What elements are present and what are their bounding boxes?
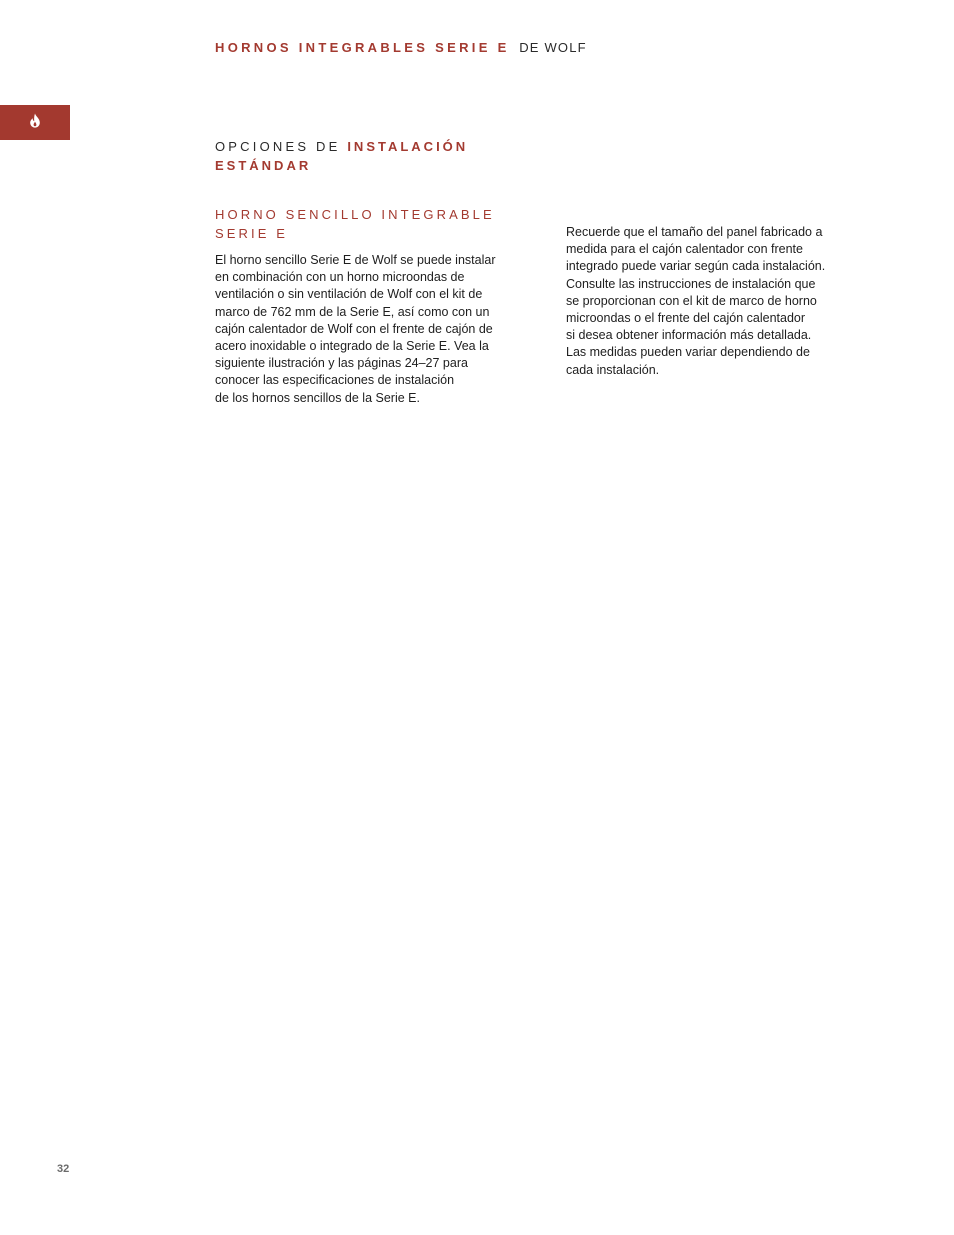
page-number: 32 bbox=[57, 1163, 70, 1175]
left-paragraph: El horno sencillo Serie E de Wolf se puede instalar en combinación con un horno microondas de ventilación o sin ventilación de Wolf con el kit de marco de 762 mm de la Serie E, así como con un cajón calentador de Wolf con el frente de cajón de acero inoxidable o integrado de la Serie E. Vea la siguiente ilustración y las páginas 24–27 para conocer las especificaciones de instalación de los hornos sencillos de la Serie E. bbox=[215, 253, 496, 405]
right-paragraph: Recuerde que el tamaño del panel fabricado a medida para el cajón calentador con frente integrado puede variar según cada instalación. Consulte las instrucciones de instalación que se proporcionan con el kit de marco de horno microondas o el frente del cajón calentador si desea obtener información más detallada. Las medidas pueden variar dependiendo de cada instalación. bbox=[566, 225, 826, 377]
section-title-lead: OPCIONES DE bbox=[215, 139, 341, 154]
section-title-accent: INSTALACIÓN ESTÁNDAR bbox=[215, 139, 469, 173]
flame-icon bbox=[29, 113, 41, 133]
running-header bbox=[215, 40, 587, 58]
header-maker: DE WOLF bbox=[519, 40, 587, 55]
header-brand: HORNOS INTEGRABLES SERIE E bbox=[215, 40, 510, 55]
section-tab bbox=[0, 105, 70, 140]
section-title bbox=[215, 137, 535, 175]
subsection-title: HORNO SENCILLO INTEGRABLE SERIE E bbox=[215, 207, 495, 241]
